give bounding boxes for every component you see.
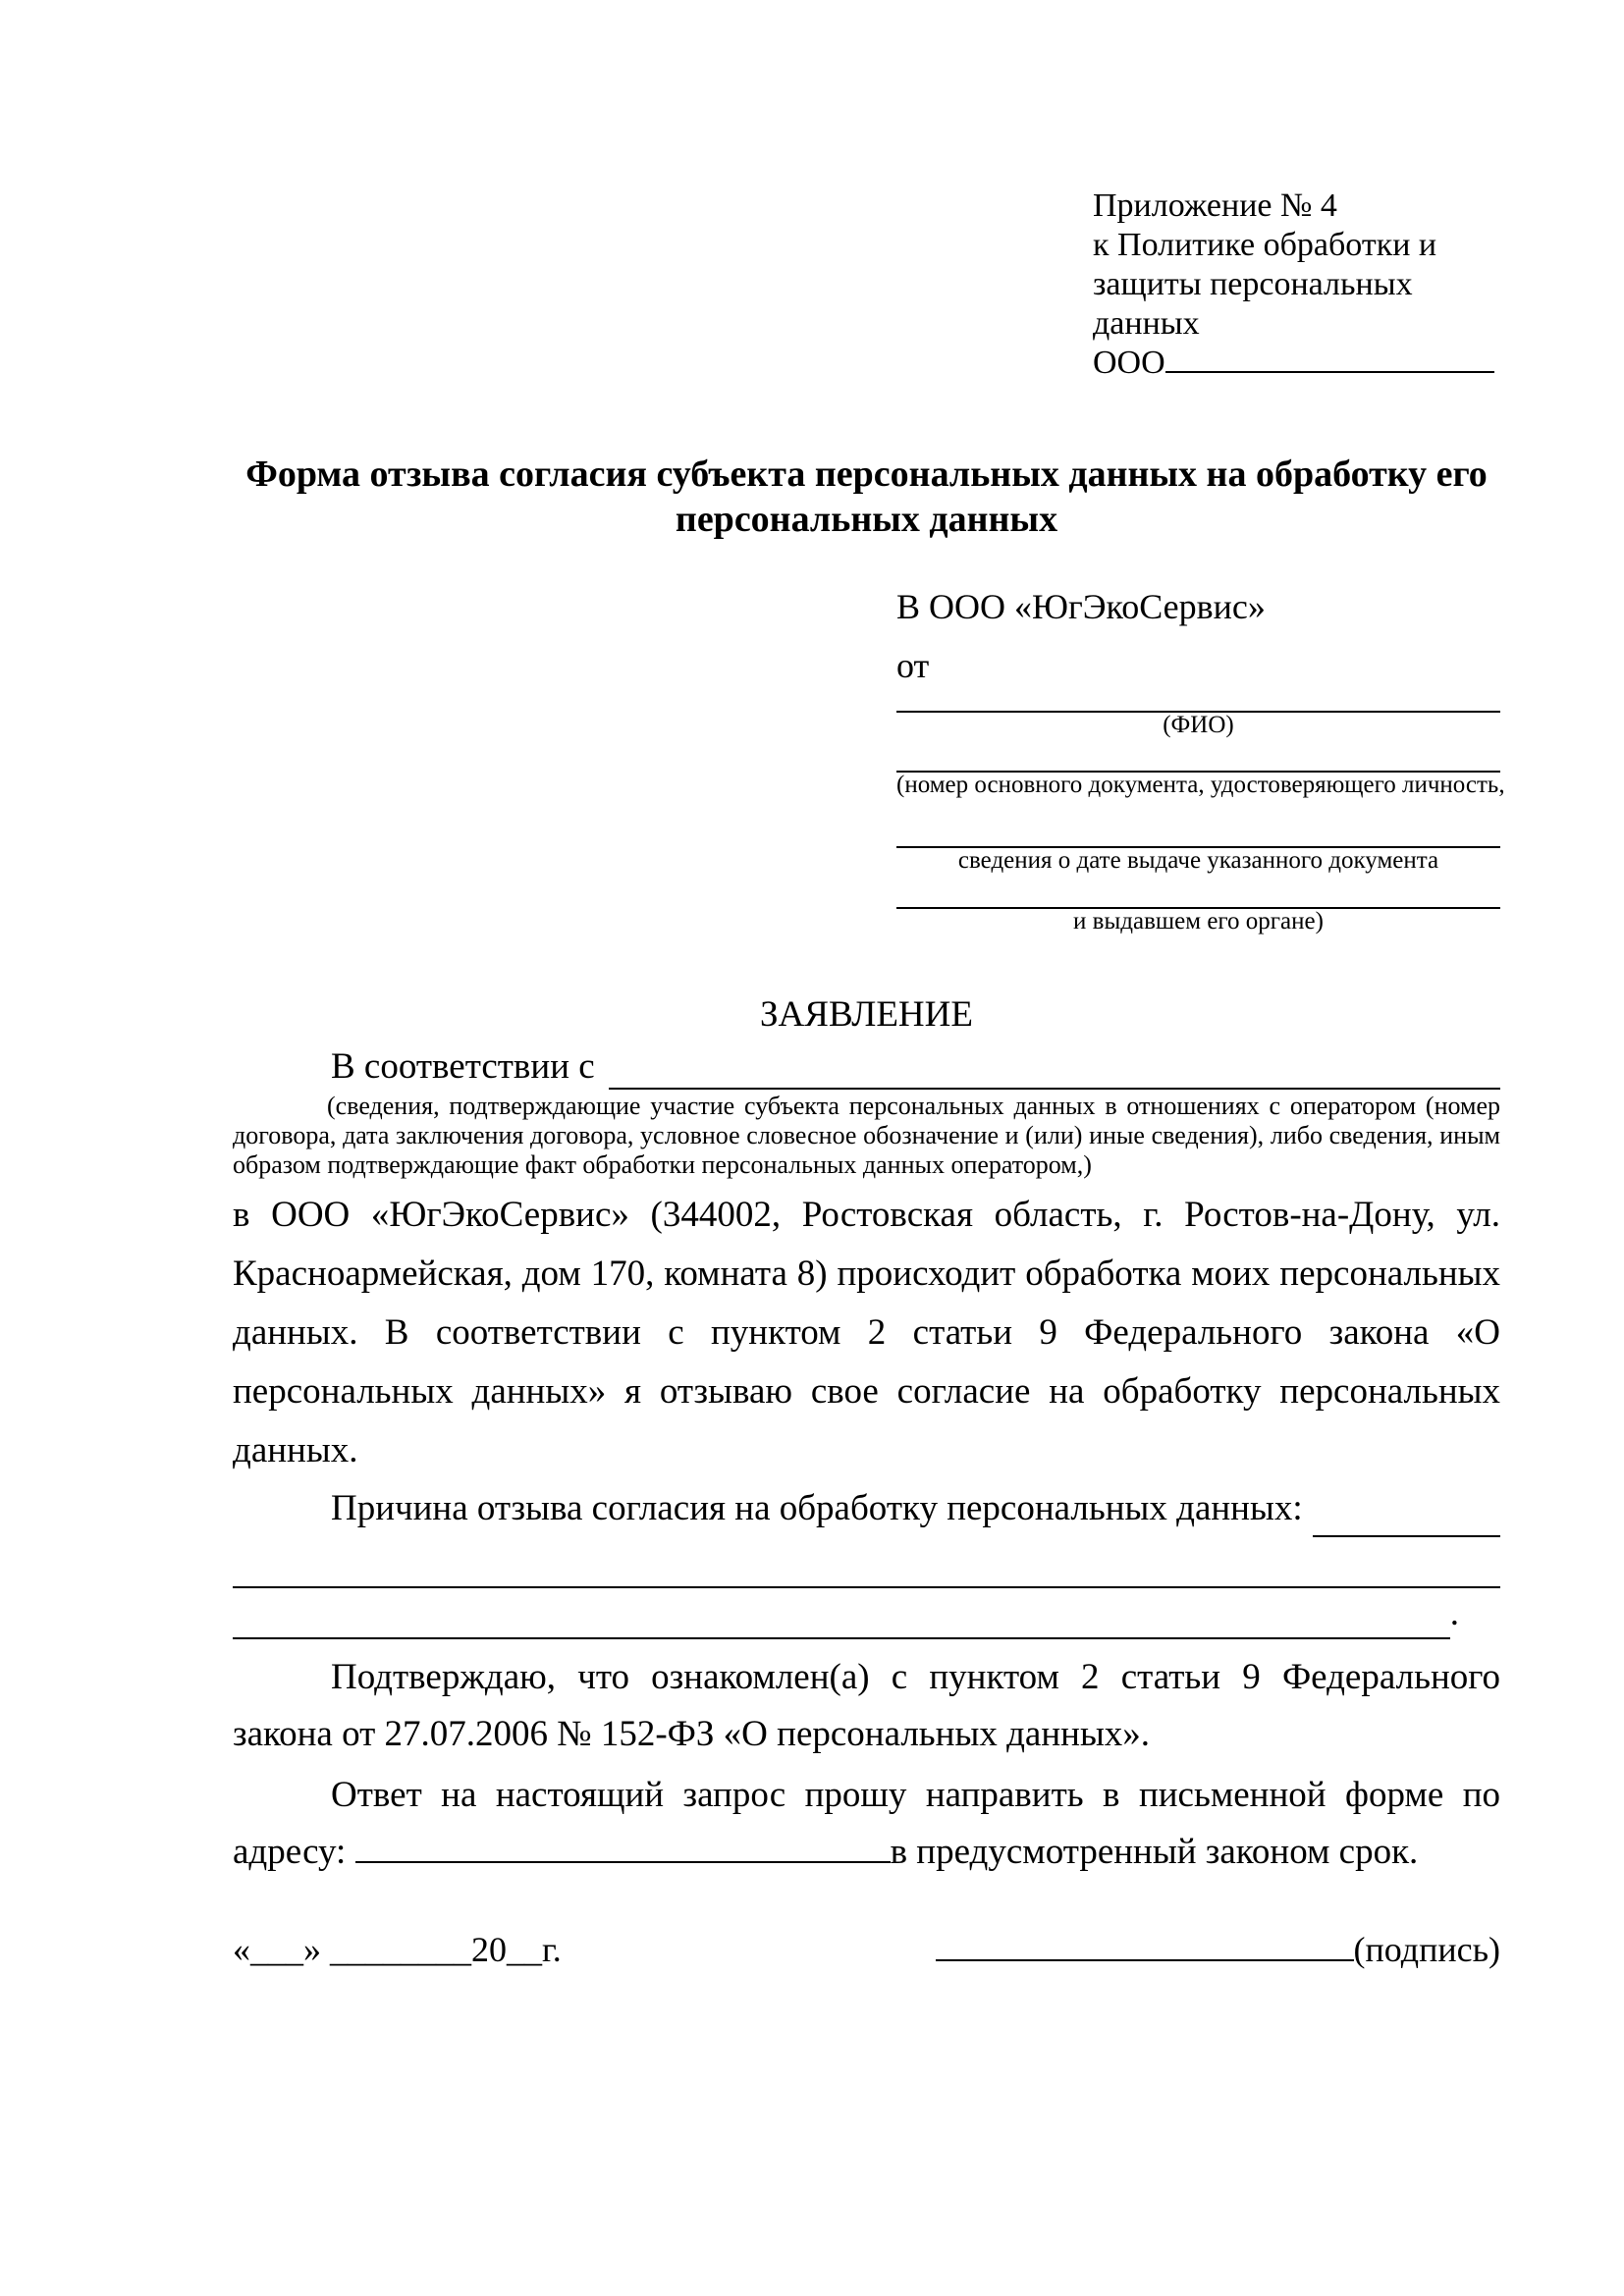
policy-reference-line-2: защиты персональных данных: [1093, 266, 1413, 342]
policy-reference-line-1: к Политике обработки и: [1093, 227, 1437, 263]
signature-part: [936, 1926, 1500, 1973]
appendix-number-line: Приложение № 4: [1093, 187, 1337, 224]
date-blank-text: «___» ________20__г.: [233, 1930, 562, 1969]
fio-caption: (ФИО): [1163, 712, 1234, 738]
signature-caption: (подпись): [1353, 1930, 1500, 1969]
document-number-blank-line: [896, 738, 1500, 773]
issue-date-blank-line: [896, 798, 1500, 848]
reason-label: Причина отзыва согласия на обработку персональных данных:: [331, 1488, 1303, 1528]
addressee-company: В ООО «ЮгЭкоСервис»: [896, 587, 1266, 626]
address-blank-line: [355, 1860, 891, 1863]
reason-row: [233, 1480, 1500, 1537]
answer-tail: в предусмотренный законом срок.: [890, 1832, 1419, 1872]
appendix-header-block: [1093, 187, 1500, 383]
company-name-blank-line: [1165, 370, 1494, 373]
date-signature-row: [233, 1926, 1500, 1973]
fio-blank-line: [896, 689, 1500, 713]
accordance-blank-line: [609, 1044, 1500, 1090]
reason-period: .: [1449, 1593, 1459, 1633]
issue-date-caption: сведения о дате выдаче указанного документа: [957, 847, 1439, 874]
issuing-authority-caption: и выдавшем его органе): [1073, 908, 1324, 934]
accordance-row: [233, 1044, 1500, 1090]
reason-blank-line-2: [233, 1537, 1500, 1588]
accordance-footnote: (сведения, подтверждающие участие субъекта персональных данных в отношениях с оператором (номер договора, дата заключения договора, условное словесное обозначение и (или) иные сведения), либо сведения, иным образом подтверждающие факт обработки персональных данных оператором,): [233, 1092, 1500, 1179]
confirmation-paragraph: Подтверждаю, что ознакомлен(а) с пунктом 2 статьи 9 Федерального закона от 27.07.2006 № 152-ФЗ «О персональных данных».: [233, 1657, 1500, 1754]
statement-body-paragraph: в ООО «ЮгЭкоСервис» (344002, Ростовская область, г. Ростов-на-Дону, ул. Красноармейская, дом 170, комната 8) происходит обработка моих персональных данных. В соответствии с пунктом 2 статьи 9 Федерального закона «О персональных данных» я отзываю свое согласие на обработку персональных данных.: [233, 1195, 1500, 1470]
reason-blank-line-1: [1313, 1480, 1500, 1537]
reason-blank-row-3: [233, 1588, 1500, 1639]
reason-blank-line-3: [233, 1588, 1450, 1639]
company-name-row: [1093, 344, 1500, 383]
signature-blank-line: [936, 1958, 1354, 1961]
statement-heading: ЗАЯВЛЕНИЕ: [760, 994, 973, 1035]
document-number-caption: (номер основного документа, удостоверяющего личность,: [896, 772, 1505, 798]
ooo-label: ООО: [1093, 345, 1165, 381]
accordance-label: В соответствии с: [331, 1046, 595, 1087]
document-title: Форма отзыва согласия субъекта персональных данных на обработку его персональных данных: [245, 454, 1488, 540]
answer-paragraph: [233, 1767, 1500, 1881]
issuing-authority-blank-line: [896, 874, 1500, 909]
from-label: от: [896, 646, 930, 685]
addressee-block: [896, 583, 1505, 934]
answer-label: Ответ на настоящий запрос прошу направить в письменной форме по адресу:: [233, 1775, 1500, 1872]
